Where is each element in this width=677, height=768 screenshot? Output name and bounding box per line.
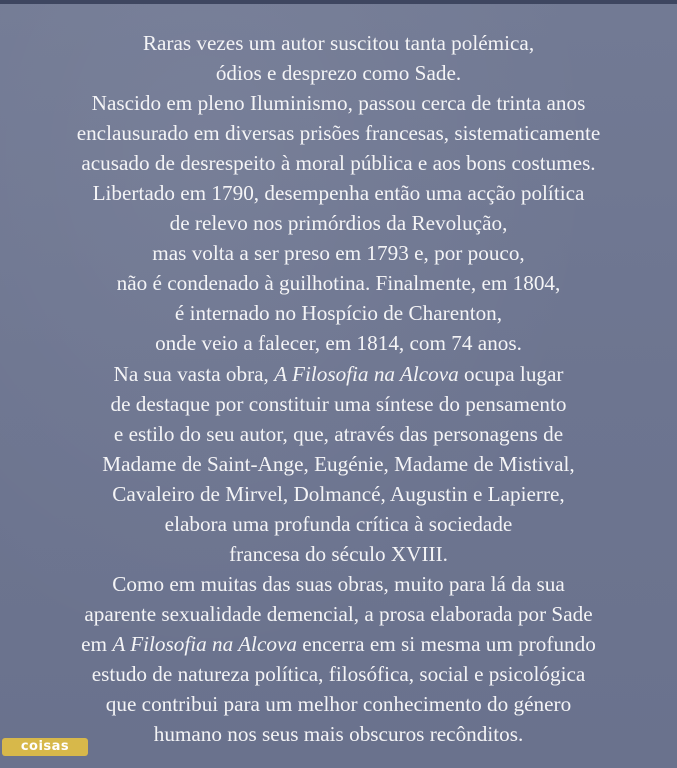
blurb-line: Madame de Saint-Ange, Eugénie, Madame de Mistival, xyxy=(102,451,575,476)
coisas-logo xyxy=(2,738,88,756)
book-title: A Filosofia na Alcova xyxy=(112,631,297,656)
blurb-line: de destaque por constituir uma síntese do pensamento xyxy=(110,391,567,416)
blurb-line: Como em muitas das suas obras, muito para lá da sua xyxy=(112,571,565,596)
blurb-line: francesa do século XVIII. xyxy=(229,541,448,566)
blurb-line: onde veio a falecer, em 1814, com 74 anos. xyxy=(155,331,522,356)
blurb-line: elabora uma profunda crítica à sociedade xyxy=(164,511,513,536)
blurb-line: em A Filosofia na Alcova encerra em si mesma um profundo xyxy=(81,631,596,656)
blurb-line: enclausurado em diversas prisões francesas, sistematicamente xyxy=(76,121,601,146)
blurb-line: não é condenado à guilhotina. Finalmente, em 1804, xyxy=(116,271,561,296)
blurb-line: acusado de desrespeito à moral pública e aos bons costumes. xyxy=(81,151,596,176)
blurb-line: e estilo do seu autor, que, através das personagens de xyxy=(113,421,564,446)
blurb-line: aparente sexualidade demencial, a prosa elaborada por Sade xyxy=(84,601,593,626)
blurb-line: Cavaleiro de Mirvel, Dolmancé, Augustin e Lapierre, xyxy=(112,481,565,506)
blurb-text xyxy=(18,28,659,749)
top-edge xyxy=(0,0,677,4)
blurb-line: de relevo nos primórdios da Revolução, xyxy=(169,211,508,236)
blurb-line: humano nos seus mais obscuros recônditos. xyxy=(153,722,524,747)
blurb-line: estudo de natureza política, filosófica, social e psicológica xyxy=(91,661,586,686)
book-title: A Filosofia na Alcova xyxy=(274,361,459,386)
blurb-line: Nascido em pleno Iluminismo, passou cerca de trinta anos xyxy=(91,91,586,116)
blurb-line: que contribui para um melhor conhecimento do género xyxy=(105,692,572,717)
blurb-line: é internado no Hospício de Charenton, xyxy=(174,301,503,326)
logo-text: coisas xyxy=(20,739,70,754)
blurb-line: Libertado em 1790, desempenha então uma acção política xyxy=(92,181,585,206)
blurb-line: mas volta a ser preso em 1793 e, por pouco, xyxy=(152,241,525,266)
blurb-line: ódios e desprezo como Sade. xyxy=(215,61,462,86)
blurb-line: Na sua vasta obra, A Filosofia na Alcova ocupa lugar xyxy=(113,361,564,386)
blurb-line: Raras vezes um autor suscitou tanta polémica, xyxy=(142,31,535,55)
